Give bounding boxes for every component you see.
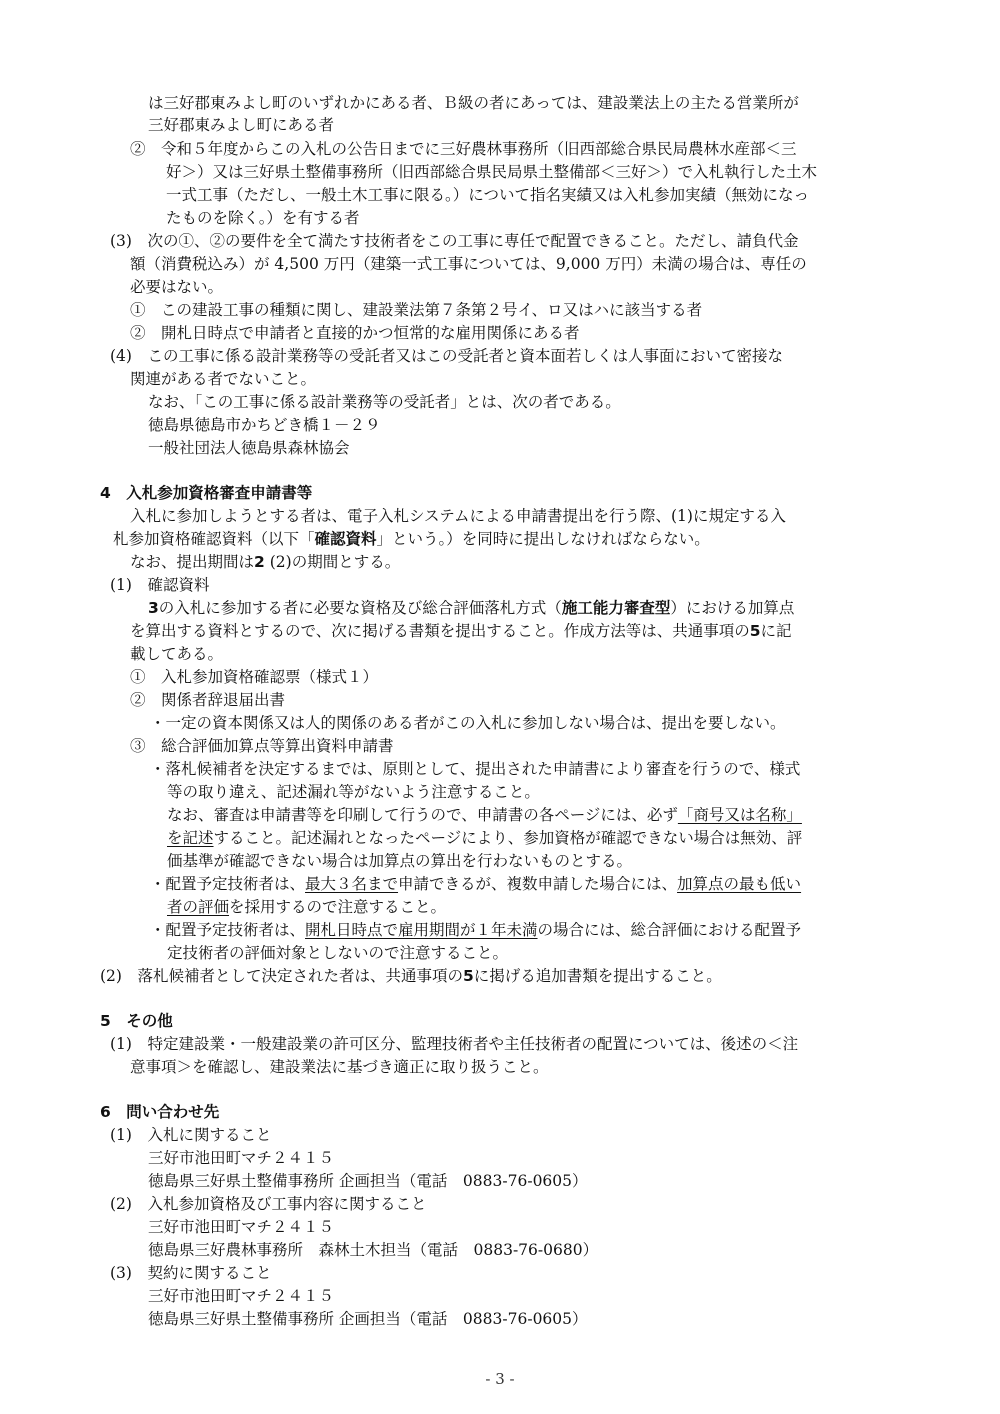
text-line: 関連がある者でないこと。: [130, 370, 317, 388]
address-line: 三好市池田町マチ２４１５: [148, 1149, 335, 1167]
list-item: ① この建設工事の種類に関し、建設業法第７条第２号イ、ロ又はハに該当する者: [130, 301, 703, 319]
text-line: は三好郡東みよし町のいずれかにある者、Ｂ級の者にあっては、建設業法上の主たる営業所が: [148, 94, 799, 112]
list-item: (1) 入札に関すること: [110, 1126, 272, 1144]
list-item: ② 関係者辞退届出書: [130, 691, 286, 709]
list-item: (1) 特定建設業・一般建設業の許可区分、監理技術者や主任技術者の配置については、後述の＜注: [110, 1035, 799, 1053]
text-span: なお、提出期間は: [130, 553, 255, 571]
text-line: 価基準が確認できない場合は加算点の算出を行わないものとする。: [167, 852, 633, 870]
list-item: ② 開札日時点で申請者と直接的かつ恒常的な雇用関係にある者: [130, 324, 580, 342]
bold-term: 施工能力審査型: [561, 599, 671, 617]
text-span: の入札に参加する者に必要な資格及び総合評価落札方式（: [158, 599, 562, 617]
list-item: (2) 入札参加資格及び工事内容に関すること: [110, 1195, 427, 1213]
contact-line: 徳島県三好県土整備事務所 企画担当（電話 0883-76-0605）: [148, 1172, 588, 1190]
contact-line: 徳島県三好農林事務所 森林土木担当（電話 0883-76-0680）: [148, 1241, 599, 1259]
bold-term: 2: [254, 553, 265, 571]
text-span: を算出する資料とするので、次に掲げる書類を提出すること。作成方法等は、共通事項の: [130, 622, 750, 640]
text-line: 載してある。: [130, 645, 224, 663]
text-line: 必要はない。: [130, 278, 224, 296]
text-span: に記: [760, 622, 792, 640]
text-line: たものを除く。）を有する者: [166, 209, 360, 227]
list-item: ② 令和５年度からこの入札の公告日までに三好農林事務所（旧西部総合県民局農林水産部＜三: [130, 140, 797, 158]
section-heading: 6 問い合わせ先: [100, 1103, 220, 1121]
text-line: 入札に参加しようとする者は、電子入札システムによる申請書提出を行う際、(1)に規定する入: [130, 507, 786, 525]
text-line: 意事項＞を確認し、建設業法に基づき適正に取り扱うこと。: [130, 1058, 549, 1076]
list-item: [100, 965, 722, 987]
text-span: ）における加算点: [670, 599, 795, 617]
text-line: 一式工事（ただし、一般土木工事に限る。）について指名実績又は入札参加実績（無効になっ: [166, 186, 809, 204]
text-line: 額（消費税込み）が 4,500 万円（建築一式工事については、9,000 万円）未満の場合は、専任の: [130, 255, 807, 273]
text-line: [130, 620, 792, 642]
text-line: [167, 896, 446, 918]
page-number: - 3 -: [485, 1370, 515, 1388]
list-item: (3) 次の①、②の要件を全て満たす技術者をこの工事に専任で配置できること。ただし、請負代金: [110, 232, 799, 250]
text-line: [167, 804, 802, 826]
bullet-item: ・落札候補者を決定するまでは、原則として、提出された申請書により審査を行うので、様式: [150, 760, 801, 778]
text-line: 等の取り違え、記述漏れ等がないよう注意すること。: [167, 783, 540, 801]
bold-term: 確認資料: [314, 530, 377, 548]
text-span: の場合には、総合評価における配置予: [537, 921, 802, 939]
list-item: (1) 確認資料: [110, 576, 210, 594]
list-item: ③ 総合評価加算点等算出資料申請書: [130, 737, 394, 755]
bullet-item: [150, 919, 801, 941]
text-line: 一般社団法人徳島県森林協会: [148, 439, 350, 457]
text-span: 申請できるが、複数申請した場合には、: [398, 875, 678, 893]
bold-term: 3: [148, 599, 159, 617]
underlined-text: を記述: [167, 829, 214, 847]
contact-line: 徳島県三好県土整備事務所 企画担当（電話 0883-76-0605）: [148, 1310, 588, 1328]
bold-term: 5: [462, 967, 474, 985]
text-span: ・配置予定技術者は、: [150, 875, 306, 893]
text-span: (2) 落札候補者として決定された者は、共通事項の: [100, 967, 463, 985]
text-line: 定技術者の評価対象としないので注意すること。: [167, 944, 509, 962]
bullet-item: [150, 873, 801, 895]
text-line: [113, 528, 710, 550]
text-line: 好＞）又は三好県土整備事務所（旧西部総合県民局県土整備部＜三好＞）で入札執行した土木: [166, 163, 818, 181]
underlined-text: 者の評価: [167, 898, 230, 916]
text-line: 徳島県徳島市かちどき橋１－２９: [148, 416, 381, 434]
text-span: ・配置予定技術者は、: [150, 921, 306, 939]
text-line: [130, 551, 400, 573]
address-line: 三好市池田町マチ２４１５: [148, 1287, 335, 1305]
list-item: (3) 契約に関すること: [110, 1264, 272, 1282]
underlined-text: 「商号又は名称」: [677, 806, 802, 824]
text-span: すること。記述漏れとなったページにより、参加資格が確認できない場合は無効、評: [213, 829, 803, 847]
text-span: 札参加資格確認資料（以下「: [113, 530, 315, 548]
text-span: を採用するので注意すること。: [229, 898, 447, 916]
text-span: 」という。）を同時に提出しなければならない。: [376, 530, 710, 548]
text-span: なお、審査は申請書等を印刷して行うので、申請書の各ページには、必ず: [167, 806, 678, 824]
address-line: 三好市池田町マチ２４１５: [148, 1218, 335, 1236]
text-line: [148, 597, 794, 619]
section-heading: 5 その他: [100, 1012, 173, 1030]
text-line: 三好郡東みよし町にある者: [148, 116, 335, 134]
list-item: (4) この工事に係る設計業務等の受託者又はこの受託者と資本面若しくは人事面において密接な: [110, 347, 783, 365]
text-span: (2)の期間とする。: [264, 553, 401, 571]
list-item: ① 入札参加資格確認票（様式１）: [130, 668, 379, 686]
underlined-text: 最大３名まで: [305, 875, 399, 893]
section-heading: 4 入札参加資格審査申請書等: [100, 484, 313, 502]
bullet-item: ・一定の資本関係又は人的関係のある者がこの入札に参加しない場合は、提出を要しない。: [150, 714, 786, 732]
text-line: [167, 827, 802, 849]
underlined-text: 加算点の最も低い: [677, 875, 802, 893]
text-line: なお、「この工事に係る設計業務等の受託者」とは、次の者である。: [148, 393, 621, 411]
text-span: に掲げる追加書類を提出すること。: [473, 967, 722, 985]
underlined-text: 開札日時点で雇用期間が１年未満: [305, 921, 538, 939]
bold-term: 5: [749, 622, 761, 640]
